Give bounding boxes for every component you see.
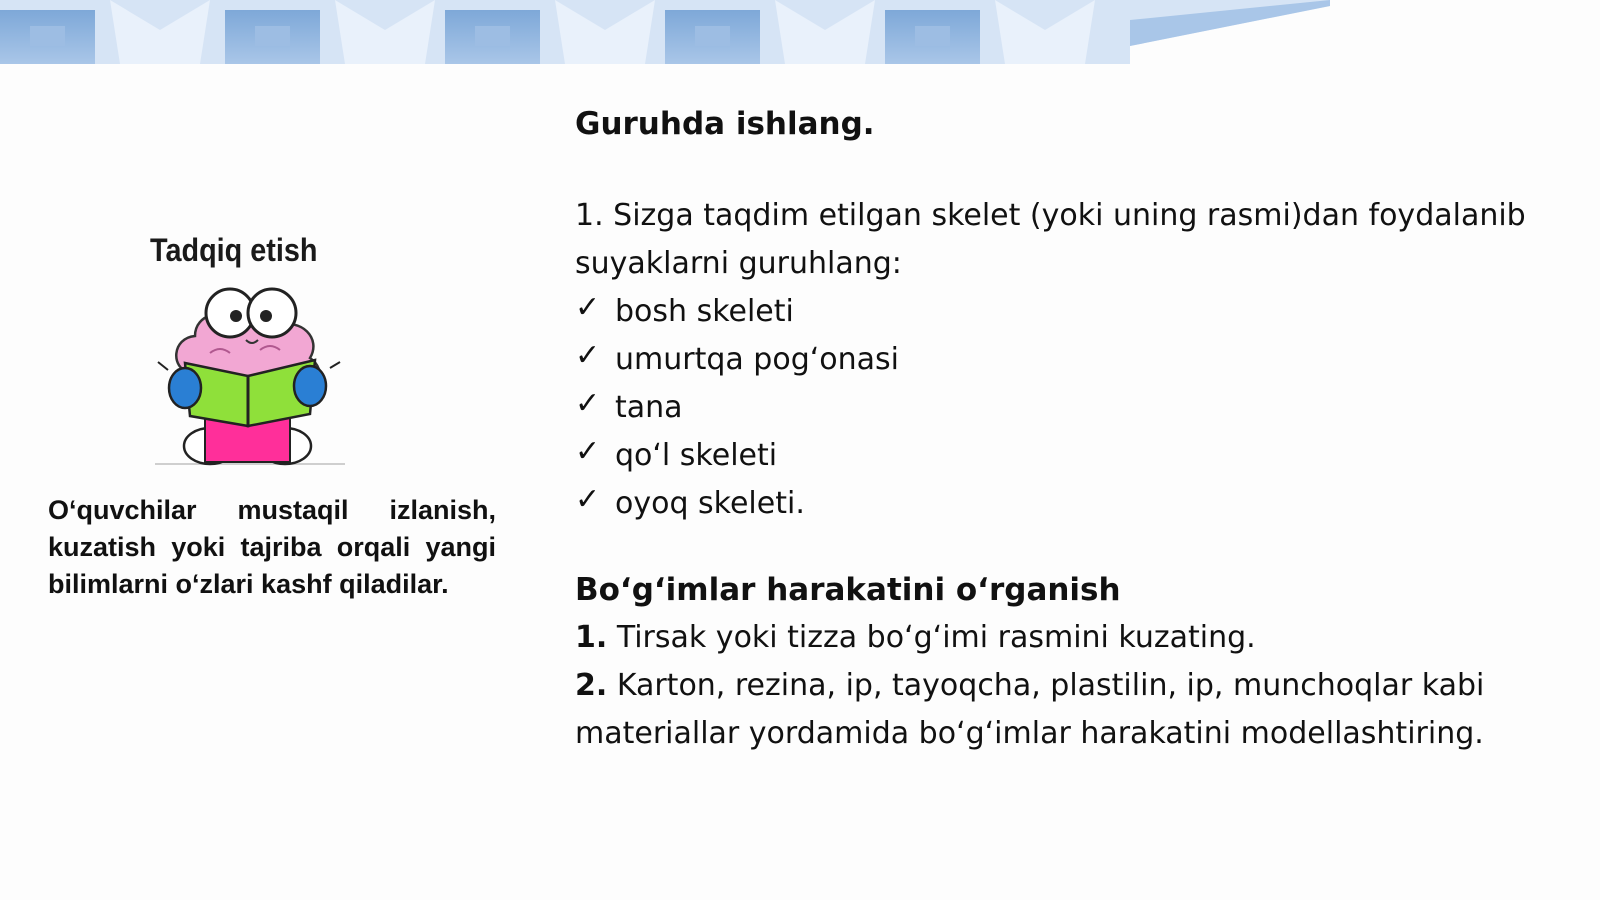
checkmark-icon: ✓ [575,482,601,517]
checkmark-icon: ✓ [575,290,601,325]
step-text: Karton, rezina, ip, tayoqcha, plastilin, ip, munchoqlar kabi materiallar yordamida bo‘g‘imlar harakatini modellashtiring. [575,668,1485,751]
step-1 [575,614,1575,662]
list-item-label: umurtqa pog‘onasi [615,342,900,377]
bone-group-checklist [575,288,1575,528]
method-description: O‘quvchilar mustaqil izlanish, kuzatish yoki tajriba orqali yangi bilimlarni o‘zlari kashf qiladilar. [48,495,496,599]
list-item-label: qo‘l skeleti [615,438,778,473]
checkmark-icon: ✓ [575,386,601,421]
joints-section-heading: Bo‘g‘imlar harakatini o‘rganish [575,572,1121,608]
list-item-label: oyoq skeleti. [615,486,805,521]
list-item-label: bosh skeleti [615,294,794,329]
list-item [575,432,1575,480]
decorative-ikat-banner [0,0,1600,64]
checkmark-icon: ✓ [575,338,601,373]
list-item-label: tana [615,390,683,425]
checkmark-icon: ✓ [575,434,601,469]
list-item [575,384,1575,432]
brain-reading-book-icon [150,278,350,468]
list-item [575,336,1575,384]
mascot-title: Tadqiq etish [150,232,318,268]
list-item [575,288,1575,336]
step-number: 1. [575,620,608,655]
step-2 [575,662,1575,758]
group-work-heading: Guruhda ishlang. [575,106,875,142]
task-1-text: 1. Sizga taqdim etilgan skelet (yoki uning rasmi)dan foydalanib suyaklarni guruhlang: [575,198,1526,281]
lesson-content [575,104,1575,758]
step-number: 2. [575,668,608,703]
step-text: Tirsak yoki tizza bo‘g‘imi rasmini kuzating. [607,620,1256,655]
list-item [575,480,1575,528]
